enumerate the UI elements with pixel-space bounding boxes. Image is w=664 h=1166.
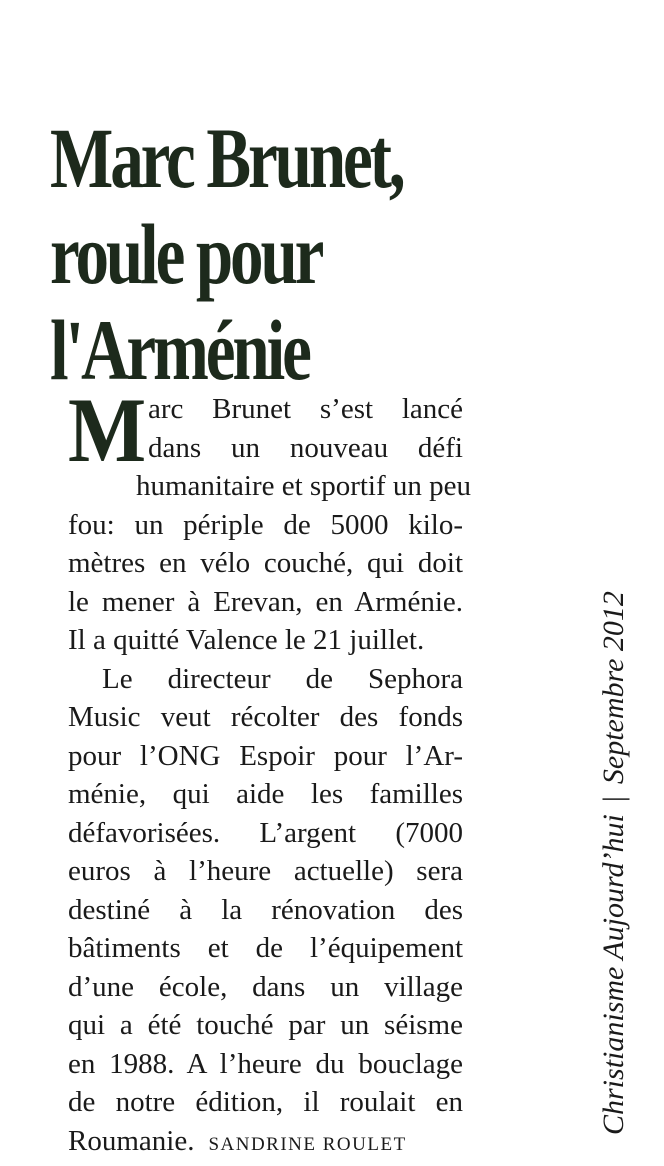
headline <box>50 110 403 398</box>
credit-separator: | <box>597 796 630 803</box>
article-line: destiné à la rénovation des <box>68 893 463 926</box>
article-line: en 1988. A l’heure du bouclage <box>68 1047 463 1080</box>
article-line: pour l’ONG Espoir pour l’Ar- <box>68 739 463 772</box>
publication-credit <box>597 591 631 1135</box>
article-line: d’une école, dans un village <box>68 970 463 1003</box>
headline-line-3: l'Arménie <box>50 302 309 398</box>
publication-date: Septembre 2012 <box>597 591 630 785</box>
publication-name: Christianisme Aujourd’hui <box>597 814 630 1135</box>
article-line: humanitaire et sportif un peu <box>136 470 472 502</box>
article-line: de notre édition, il roulait en <box>68 1086 463 1118</box>
article-line: Music veut récolter des fonds <box>68 701 463 733</box>
drop-cap: M <box>68 379 147 481</box>
headline-line-2: roule pour <box>50 206 322 302</box>
article-line: Il a quitté Valence le 21 juillet. <box>68 624 425 656</box>
article-line: Roumanie. <box>68 1124 195 1157</box>
article-line: qui a été touché par un séisme <box>68 1009 463 1041</box>
headline-line-1: Marc Brunet, <box>50 110 403 206</box>
article-line: Le directeur de Sephora <box>102 662 463 695</box>
author-signature: SANDRINE ROULET <box>208 1133 407 1155</box>
article-last-line <box>68 1122 463 1161</box>
article-line: ménie, qui aide les familles <box>68 778 463 810</box>
article-line: défavorisées. L’argent (7000 <box>68 816 463 849</box>
article-body <box>68 379 472 1160</box>
article-line: mètres en vélo couché, qui doit <box>68 547 463 579</box>
article-line: fou: un périple de 5000 kilo- <box>68 508 463 541</box>
article-line: arc Brunet s’est lancé <box>148 393 463 425</box>
article-line: le mener à Erevan, en Arménie. <box>68 585 463 618</box>
article-line: dans un nouveau défi <box>148 431 463 464</box>
article-line: bâtiments et de l’équipement <box>68 932 463 964</box>
article-line: euros à l’heure actuelle) sera <box>68 855 463 887</box>
